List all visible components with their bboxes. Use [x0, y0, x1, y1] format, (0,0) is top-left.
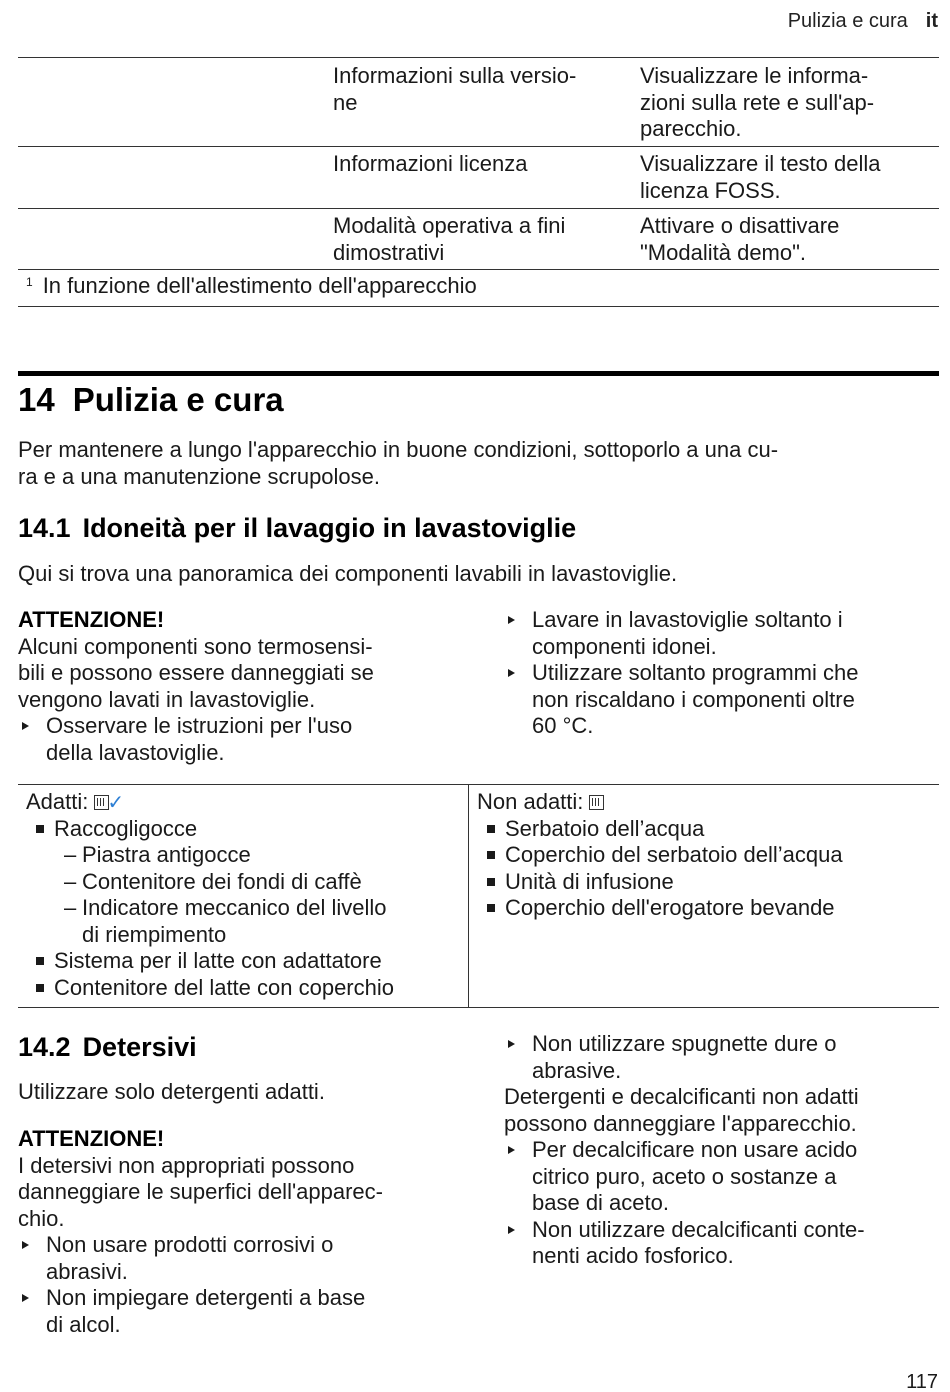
- page-number: 117: [906, 1371, 938, 1392]
- intro-line: ra e a una manutenzione scrupolose.: [18, 463, 381, 489]
- table-rule: [18, 1007, 939, 1008]
- section-number: 14.1: [18, 513, 71, 543]
- unsuitable-column: [477, 789, 937, 922]
- unsuitable-label: Non adatti:: [477, 789, 584, 814]
- list-item: [477, 816, 937, 843]
- warning-line: danneggiare le superfici dell'apparec-: [18, 1179, 383, 1204]
- warning-line: chio.: [18, 1205, 65, 1231]
- cell-line: Visualizzare il testo della: [640, 151, 881, 176]
- list-item-text: Unità di infusione: [505, 868, 674, 894]
- table-footnote: [26, 273, 477, 300]
- bullet-line: nenti acido fosforico.: [532, 1243, 734, 1268]
- cell-line: Visualizzare le informa-: [640, 63, 869, 88]
- intro-line: Per mantenere a lungo l'apparecchio in buone condizioni, sottoporlo a una cu-: [18, 437, 779, 462]
- section-heading-14-2: [18, 1031, 197, 1063]
- unsuitable-header: [477, 789, 937, 816]
- bullet-line: Lavare in lavastoviglie soltanto i: [532, 607, 843, 632]
- list-item: [477, 869, 937, 896]
- bullet-line: Per decalcificare non usare acido: [532, 1137, 858, 1162]
- footnote-mark: 1: [26, 275, 33, 289]
- bullet-line: base di aceto.: [532, 1190, 669, 1215]
- table-rule: [18, 57, 939, 58]
- sub-item-text: – Indicatore meccanico del livello: [82, 895, 387, 920]
- warning-line: Alcuni componenti sono termosensi-: [18, 633, 373, 659]
- list-item: [477, 895, 937, 922]
- bullet-line: citrico puro, aceto o sostanze a: [532, 1163, 837, 1189]
- list-item-text: Coperchio dell'erogatore bevande: [505, 895, 835, 920]
- bullet-line: Utilizzare soltanto programmi che: [532, 660, 859, 685]
- body-line: Detergenti e decalcificanti non adatti: [504, 1084, 859, 1109]
- cell-line: zioni sulla rete e sull'ap-: [640, 89, 875, 115]
- bullet-line: Non utilizzare decalcificanti conte-: [532, 1216, 865, 1242]
- suitable-column: [26, 789, 466, 1001]
- list-item: [26, 948, 466, 975]
- suitable-header: [26, 789, 466, 816]
- chapter-number: 14: [18, 381, 55, 418]
- warning-line: bili e possono essere danneggiati se: [18, 660, 374, 685]
- cell-line: Attivare o disattivare: [640, 213, 840, 238]
- table-row-desc: [640, 151, 881, 204]
- bullet-line: abrasive.: [532, 1057, 622, 1083]
- section-title: Idoneità per il lavaggio in lavastoviglie: [82, 513, 577, 543]
- table-row-item: [333, 63, 576, 116]
- bullet-item: [504, 1031, 934, 1084]
- table-rule: [18, 269, 939, 270]
- bullet-line: componenti idonei.: [532, 633, 717, 659]
- table-rule: [18, 208, 939, 209]
- body-line: possono danneggiare l'apparecchio.: [504, 1110, 857, 1136]
- right-bullets: [504, 607, 934, 740]
- table-row-desc: [640, 213, 839, 266]
- check-icon: ✓: [107, 790, 125, 814]
- list-item-text: Raccogligocce: [54, 815, 198, 841]
- table-row-desc: [640, 63, 874, 143]
- chapter-title: Pulizia e cura: [72, 381, 284, 418]
- list-item-text: Contenitore del latte con coperchio: [54, 974, 394, 1000]
- table-rule: [18, 784, 939, 785]
- suitable-label: Adatti:: [26, 789, 89, 814]
- bullet-item: [18, 713, 458, 766]
- chapter-rule: [18, 371, 939, 376]
- cell-line: ne: [333, 89, 358, 115]
- right-column: [504, 1031, 934, 1270]
- sub-list-item: [26, 842, 466, 869]
- bullet-line: Non usare prodotti corrosivi o: [46, 1232, 334, 1257]
- warning-title: ATTENZIONE!: [18, 607, 165, 632]
- bullet-line: Non impiegare detergenti a base: [46, 1285, 366, 1310]
- table-rule: [18, 146, 939, 147]
- warning-block: [18, 1126, 458, 1338]
- cell-line: Informazioni licenza: [333, 151, 528, 176]
- bullet-item: [504, 607, 934, 660]
- bullet-line: di alcol.: [46, 1311, 121, 1337]
- section-intro: Utilizzare solo detergenti adatti.: [18, 1079, 325, 1104]
- bullet-line: della lavastoviglie.: [46, 739, 225, 765]
- not-dishwasher-safe-icon: [589, 795, 604, 810]
- list-item-text: Sistema per il latte con adattatore: [54, 948, 382, 973]
- list-item-text: Coperchio del serbatoio dell’acqua: [505, 842, 843, 867]
- chapter-heading: [18, 380, 284, 420]
- bullet-item: [504, 1217, 934, 1270]
- warning-line: I detersivi non appropriati possono: [18, 1152, 355, 1178]
- bullet-line: 60 °C.: [532, 713, 594, 738]
- list-item: [26, 816, 466, 843]
- footnote-text: In funzione dell'allestimento dell'apparecchio: [42, 273, 477, 298]
- running-header-lang: it: [925, 10, 938, 32]
- cell-line: dimostrativi: [333, 239, 445, 265]
- bullet-item: [18, 1285, 458, 1338]
- sub-item-text: di riempimento: [82, 921, 227, 947]
- list-item: [26, 975, 466, 1002]
- sub-list-item: [26, 895, 466, 948]
- section-intro: Qui si trova una panoramica dei componenti lavabili in lavastoviglie.: [18, 561, 678, 586]
- bullet-item: [504, 660, 934, 740]
- warning-line: vengono lavati in lavastoviglie.: [18, 686, 316, 712]
- bullet-item: [18, 1232, 458, 1285]
- list-item: [477, 842, 937, 869]
- cell-line: licenza FOSS.: [640, 177, 781, 203]
- section-heading-14-1: [18, 512, 576, 544]
- sub-list-item: [26, 869, 466, 896]
- section-number: 14.2: [18, 1032, 71, 1062]
- table-divider: [468, 785, 469, 1007]
- running-header-section: Pulizia e cura: [787, 10, 908, 32]
- cell-line: "Modalità demo".: [640, 239, 807, 265]
- dishwasher-safe-icon: [94, 795, 109, 810]
- bullet-line: abrasivi.: [46, 1258, 128, 1284]
- chapter-intro: [18, 437, 778, 490]
- bullet-line: Osservare le istruzioni per l'uso: [46, 713, 353, 738]
- section-title: Detersivi: [82, 1032, 197, 1062]
- running-header: [788, 8, 938, 35]
- bullet-line: non riscaldano i componenti oltre: [532, 686, 855, 712]
- list-item-text: Serbatoio dell’acqua: [505, 815, 705, 841]
- sub-item-text: Piastra antigocce: [82, 842, 251, 867]
- cell-line: Modalità operativa a fini: [333, 213, 566, 238]
- sub-item-text: Contenitore dei fondi di caffè: [82, 868, 362, 894]
- cell-line: Informazioni sulla versio-: [333, 63, 577, 88]
- bullet-line: Non utilizzare spugnette dure o: [532, 1031, 837, 1056]
- warning-block: [18, 607, 458, 766]
- cell-line: parecchio.: [640, 116, 742, 141]
- warning-title: ATTENZIONE!: [18, 1126, 165, 1151]
- table-rule: [18, 306, 939, 307]
- table-row-item: [333, 213, 565, 266]
- table-row-item: [333, 151, 527, 178]
- bullet-item: [504, 1137, 934, 1217]
